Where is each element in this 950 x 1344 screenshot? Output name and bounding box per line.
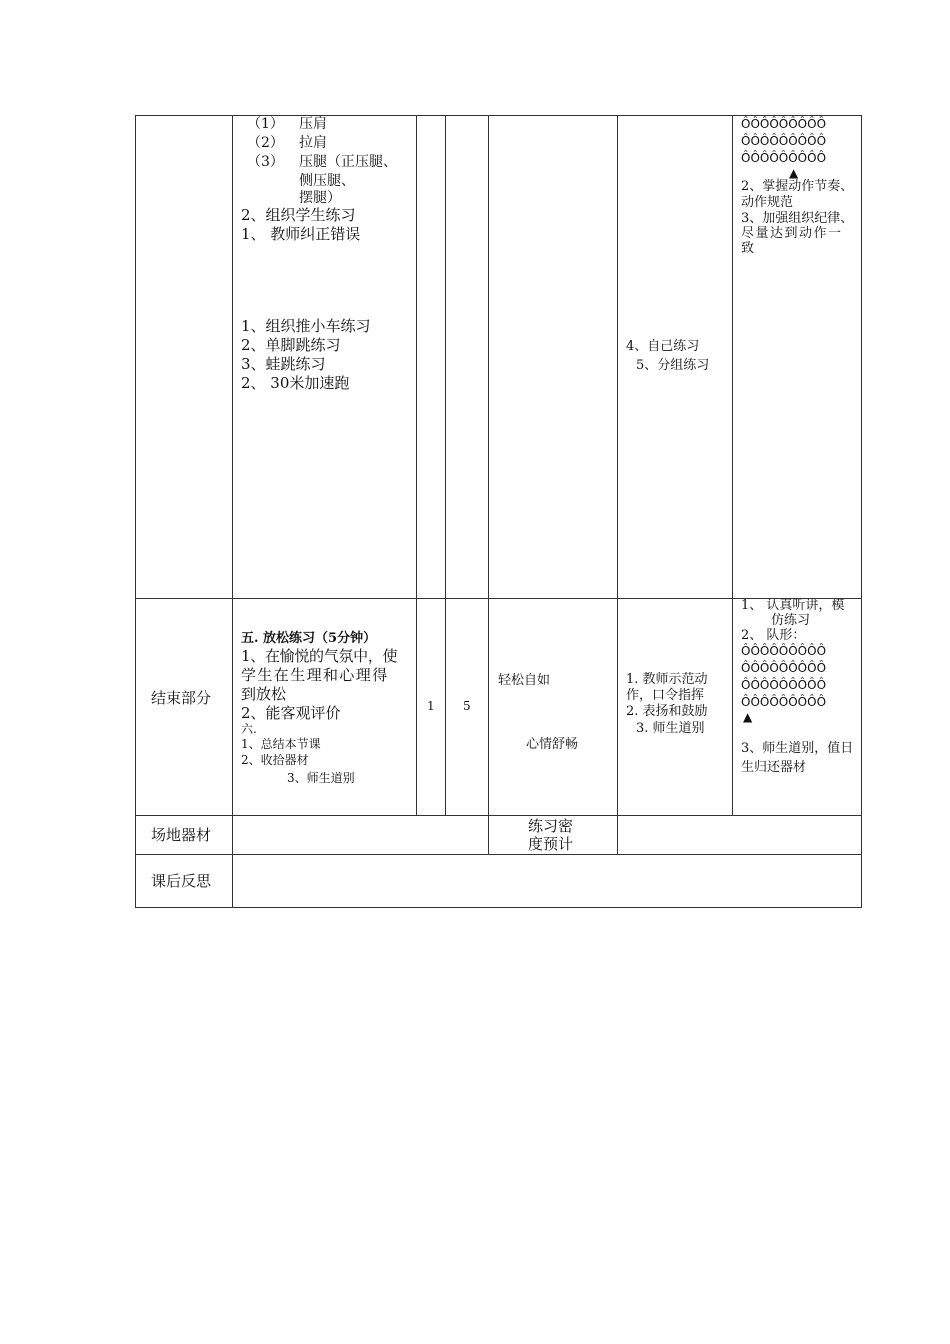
method-line-3: 2. 表扬和鼓励 bbox=[626, 704, 708, 719]
drill-2: 2、单脚跳练习 bbox=[241, 336, 341, 354]
drill-3: 3、蛙跳练习 bbox=[241, 355, 326, 373]
main-row-times-cell bbox=[416, 115, 446, 599]
self-practice-line: 4、自己练习 bbox=[626, 339, 700, 354]
formation-row-1: ÔÔÔÔÔÔÔÔÔ bbox=[741, 117, 827, 131]
end-formation-row-2: ÔÔÔÔÔÔÔÔÔ bbox=[741, 661, 827, 675]
method-line-2: 作，口令指挥 bbox=[626, 688, 705, 703]
end-org-note-2: 2、 队形： bbox=[741, 628, 806, 643]
reflection-label: 课后反思 bbox=[151, 872, 212, 890]
org-note-3: 3、加强组织纪律、 bbox=[741, 211, 854, 226]
summary-line: 1、总结本节课 bbox=[241, 737, 321, 751]
end-row-goal-cell bbox=[488, 598, 618, 816]
step-3: （3） bbox=[247, 154, 284, 170]
end-row-content-cell bbox=[232, 598, 417, 816]
end-formation-row-1: ÔÔÔÔÔÔÔÔÔ bbox=[741, 644, 827, 658]
formation-row-3: ÔÔÔÔÔÔÔÔÔ bbox=[741, 151, 827, 165]
item-press-leg: 压腿（正压腿、 bbox=[299, 154, 397, 170]
end-org-note-1b: 仿练习 bbox=[771, 613, 811, 628]
main-row-content-cell bbox=[232, 115, 417, 599]
end-line-2: 学生在生理和心理得 bbox=[241, 666, 389, 684]
end-row-organization-cell bbox=[732, 598, 862, 816]
step-1: （1） bbox=[247, 116, 284, 132]
reflection-value-cell bbox=[232, 854, 862, 908]
density-value-cell bbox=[617, 815, 862, 855]
main-row-minutes-cell bbox=[445, 115, 489, 599]
end-org-note-1a: 1、 认真听讲，模 bbox=[741, 598, 845, 613]
end-line-1: 1、在愉悦的气氛中，使 bbox=[241, 647, 398, 665]
end-line-4: 2、能客观评价 bbox=[241, 704, 341, 722]
org-note-2: 动作规范 bbox=[741, 195, 794, 210]
collect-equipment-line: 2、收拾器材 bbox=[241, 753, 309, 767]
end-row-method-cell bbox=[617, 598, 733, 816]
formation-row-2: ÔÔÔÔÔÔÔÔÔ bbox=[741, 134, 827, 148]
group-practice-line: 5、分组练习 bbox=[636, 358, 710, 373]
item-pull-shoulder: 拉肩 bbox=[299, 135, 327, 151]
six-marker: 六. bbox=[241, 722, 257, 736]
org-note-4: 尽量达到动作一 bbox=[741, 226, 843, 241]
organize-practice-line: 2、组织学生练习 bbox=[241, 206, 356, 224]
farewell-line: 3、师生道别 bbox=[287, 771, 355, 785]
times-value: 1 bbox=[427, 699, 435, 713]
end-row-times-cell bbox=[416, 598, 446, 816]
density-label-2: 度预计 bbox=[528, 835, 574, 853]
relax-heading: 五. 放松练习（5分钟） bbox=[241, 631, 377, 646]
method-line-1: 1. 教师示范动 bbox=[626, 672, 708, 687]
venue-value-cell bbox=[232, 815, 489, 855]
main-row-method-cell bbox=[617, 115, 733, 599]
item-press-shoulder: 压肩 bbox=[299, 116, 327, 132]
goal-happy: 心情舒畅 bbox=[526, 737, 579, 752]
main-row-organization-cell bbox=[732, 115, 862, 599]
reflection-label-cell bbox=[135, 854, 233, 908]
main-row-label-cell bbox=[135, 115, 233, 599]
end-row-minutes-cell bbox=[445, 598, 489, 816]
end-row-label-cell bbox=[135, 598, 233, 816]
venue-label-cell bbox=[135, 815, 233, 855]
end-teacher-mark: ▲ bbox=[743, 710, 753, 724]
step-2: （2） bbox=[247, 135, 284, 151]
end-part-label: 结束部分 bbox=[151, 689, 212, 707]
end-formation-row-3: ÔÔÔÔÔÔÔÔÔ bbox=[741, 678, 827, 692]
density-label-1: 练习密 bbox=[528, 817, 574, 835]
end-line-3: 到放松 bbox=[241, 685, 287, 703]
end-org-note-3a: 3、师生道别，值日 bbox=[741, 741, 854, 756]
density-label-cell bbox=[488, 815, 618, 855]
end-formation-row-4: ÔÔÔÔÔÔÔÔÔ bbox=[741, 695, 827, 709]
org-note-1: 2、掌握动作节奏、 bbox=[741, 179, 854, 194]
drill-1: 1、组织推小车练习 bbox=[241, 317, 371, 335]
goal-relaxed: 轻松自如 bbox=[498, 673, 551, 688]
lesson-plan-table bbox=[135, 115, 862, 908]
org-note-5: 致 bbox=[741, 241, 755, 256]
minutes-value: 5 bbox=[463, 699, 471, 713]
teacher-position-mark: ▲ bbox=[789, 166, 799, 180]
item-side-press-leg: 侧压腿、 bbox=[299, 173, 355, 189]
end-org-note-3b: 生归还器材 bbox=[741, 760, 807, 775]
drill-4: 2、 30米加速跑 bbox=[241, 374, 350, 392]
teacher-correct-line: 1、 教师纠正错误 bbox=[241, 225, 361, 243]
item-swing-leg: 摆腿） bbox=[299, 190, 341, 206]
main-row-goal-cell bbox=[488, 115, 618, 599]
venue-label: 场地器材 bbox=[151, 826, 212, 844]
method-line-4: 3. 师生道别 bbox=[636, 721, 705, 736]
